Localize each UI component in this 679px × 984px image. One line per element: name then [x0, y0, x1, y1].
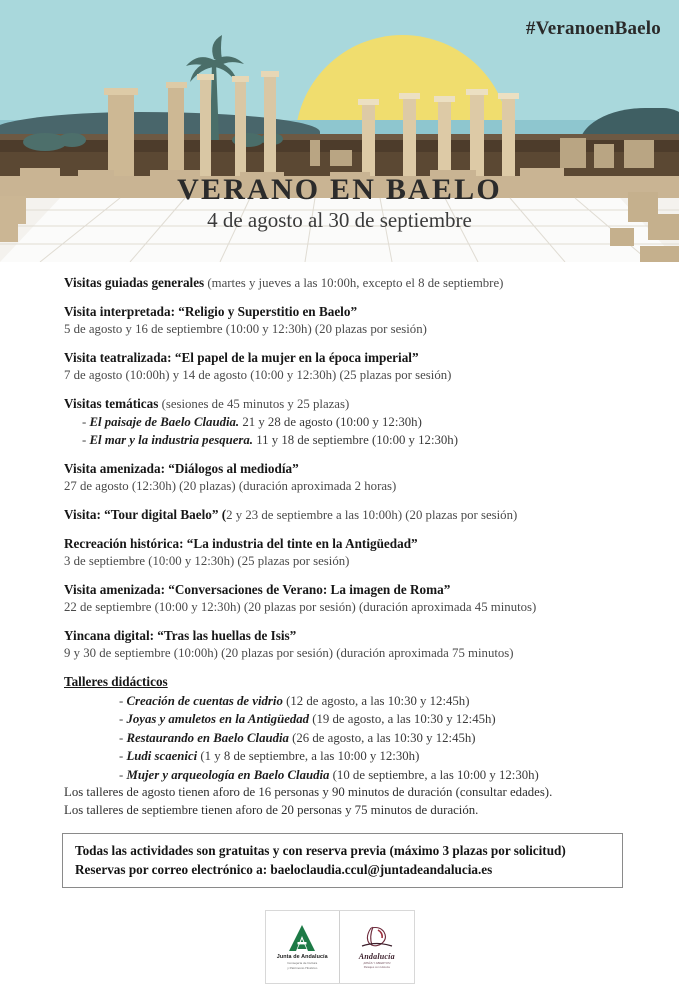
- reservation-line-1: Todas las actividades son gratuitas y con reserva previa (máximo 3 plazas por solicitud): [75, 842, 566, 858]
- junta-logo-subline-2: y Patrimonio Histórico: [287, 966, 318, 971]
- activity-title-suffix: 2 y 23 de septiembre a las 10:00h) (20 plazas por sesión): [226, 508, 518, 523]
- logo-strip: [265, 910, 415, 984]
- activity-subitem: - El mar y la industria pesquera. 11 y 18 de septiembre (10:00 y 12:30h): [82, 433, 458, 448]
- junta-a-icon: [287, 924, 317, 952]
- hashtag-text: #VeranoenBaelo: [525, 18, 661, 39]
- workshop-title: Joyas y amuletos en la Antigüedad: [126, 712, 310, 727]
- workshop-note: Los talleres de septiembre tienen aforo de 20 personas y 75 minutos de duración.: [64, 802, 479, 817]
- activity-item: [64, 535, 623, 570]
- activity-subitem: - El paisaje de Baelo Claudia. 21 y 28 de agosto (10:00 y 12:30h): [82, 414, 422, 429]
- activity-title: Visita amenizada: “Diálogos al mediodía”: [64, 461, 299, 477]
- activity-title-suffix: (sesiones de 45 minutos y 25 plazas): [158, 396, 350, 411]
- activity-title: Visita amenizada: “Conversaciones de Verano: La imagen de Roma”: [64, 582, 451, 598]
- activity-detail: 27 de agosto (12:30h) (20 plazas) (duración aproximada 2 horas): [64, 478, 397, 493]
- reservation-box: [62, 833, 623, 888]
- activity-item: [64, 303, 623, 338]
- workshop-item: - Ludi scaenici (1 y 8 de septiembre, a las 10:00 y 12:30h): [119, 749, 420, 764]
- junta-de-andalucia-logo: [266, 911, 340, 983]
- andalucia-logo-subline-1: ¡IMNÁS Y ABIERTOS!: [362, 960, 391, 965]
- reservation-line-2: Reservas por correo electrónico a: baeloclaudia.ccul@juntadeandalucia.es: [75, 862, 493, 878]
- workshop-info: (10 de septiembre, a las 10:00 y 12:30h): [329, 767, 539, 782]
- workshops-section: [64, 673, 623, 819]
- activity-title: Visitas temáticas: [64, 395, 159, 411]
- activities-list: [0, 262, 679, 819]
- workshop-info: (19 de agosto, a las 10:30 y 12:45h): [309, 712, 496, 727]
- workshop-title: Mujer y arqueología en Baelo Claudia: [126, 767, 330, 782]
- activity-item: [64, 274, 623, 292]
- activity-title: Yincana digital: “Tras las huellas de Isis”: [64, 627, 297, 643]
- activity-detail: 7 de agosto (10:00h) y 14 de agosto (10:00 y 12:30h) (25 plazas por sesión): [64, 367, 452, 382]
- activity-item: [64, 506, 623, 524]
- workshop-title: Restaurando en Baelo Claudia: [126, 730, 289, 745]
- subitem-info: 21 y 28 de agosto (10:00 y 12:30h): [239, 414, 422, 429]
- workshop-item: - Restaurando en Baelo Claudia (26 de agosto, a las 10:30 y 12:45h): [119, 730, 476, 745]
- subitem-info: 11 y 18 de septiembre (10:00 y 12:30h): [253, 433, 458, 448]
- workshop-title: Creación de cuentas de vidrio: [126, 693, 283, 708]
- poster-title-group: [0, 174, 679, 234]
- activity-detail: 22 de septiembre (10:00 y 12:30h) (20 plazas por sesión) (duración aproximada 45 minutos): [64, 599, 537, 614]
- andalucia-logo-subline-2: Paisajes con Historia: [363, 965, 390, 970]
- andalucia-d-icon: [360, 925, 394, 951]
- activity-detail: 9 y 30 de septiembre (10:00h) (20 plazas por sesión) (duración aproximada 75 minutos): [64, 645, 514, 660]
- activity-title: Visita interpretada: “Religio y Superstitio en Baelo”: [64, 304, 358, 320]
- workshop-note: Los talleres de agosto tienen aforo de 16 personas y 90 minutos de duración (consultar edades).: [64, 785, 553, 800]
- junta-logo-name: Junta de Andalucía: [276, 954, 328, 961]
- activity-item: [64, 349, 623, 384]
- activity-title-suffix: (martes y jueves a las 10:00h, excepto el 8 de septiembre): [204, 276, 504, 290]
- workshop-item: - Joyas y amuletos en la Antigüedad (19 de agosto, a las 10:30 y 12:45h): [119, 712, 496, 727]
- workshop-info: (26 de agosto, a las 10:30 y 12:45h): [288, 730, 476, 745]
- activity-item: [64, 581, 623, 616]
- junta-logo-subline-1: Consejería de Cultura: [287, 961, 318, 966]
- activity-detail: 3 de septiembre (10:00 y 12:30h) (25 plazas por sesión): [64, 553, 350, 568]
- page-subtitle: 4 de agosto al 30 de septiembre: [207, 207, 472, 232]
- activity-item: [64, 627, 623, 662]
- activity-title: Recreación histórica: “La industria del tinte en la Antigüedad”: [64, 536, 418, 552]
- workshops-heading: Talleres didácticos: [64, 673, 168, 689]
- andalucia-brand-logo: [339, 911, 414, 983]
- poster-header-image: [0, 0, 679, 262]
- workshop-info: (1 y 8 de septiembre, a las 10:00 y 12:30h): [197, 749, 420, 764]
- activity-title: Visitas guiadas generales: [64, 275, 205, 290]
- page-title: VERANO EN BAELO: [177, 173, 502, 207]
- andalucia-logo-name: Andalucía: [358, 951, 395, 961]
- activity-item: [64, 395, 623, 449]
- activity-item: [64, 460, 623, 495]
- subitem-title: El paisaje de Baelo Claudia.: [89, 414, 240, 429]
- workshop-title: Ludi scaenici: [126, 749, 198, 764]
- workshop-info: (12 de agosto, a las 10:30 y 12:45h): [282, 693, 470, 708]
- subitem-title: El mar y la industria pesquera.: [89, 433, 254, 448]
- activity-detail: 5 de agosto y 16 de septiembre (10:00 y 12:30h) (20 plazas por sesión): [64, 321, 427, 336]
- workshop-item: - Creación de cuentas de vidrio (12 de agosto, a las 10:30 y 12:45h): [119, 693, 470, 708]
- workshop-item: - Mujer y arqueología en Baelo Claudia (10 de septiembre, a las 10:00 y 12:30h): [119, 767, 539, 782]
- activity-title: Visita: “Tour digital Baelo” (: [64, 507, 227, 523]
- activity-title: Visita teatralizada: “El papel de la mujer en la época imperial”: [64, 349, 419, 365]
